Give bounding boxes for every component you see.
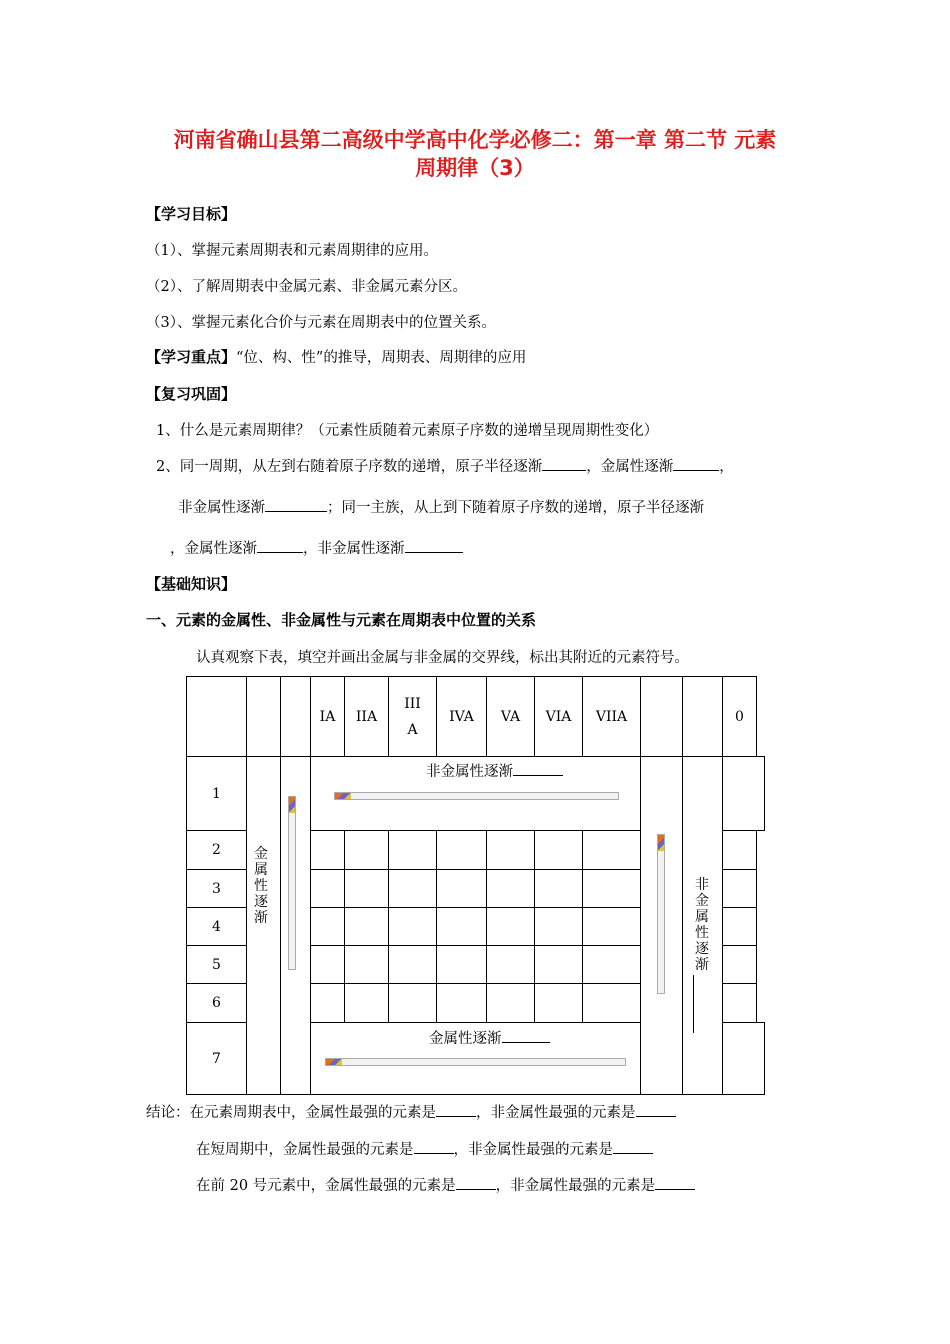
- q2-text: 2、同一周期，从左到右随着原子序数的递增，原子半径逐渐: [156, 459, 543, 475]
- period7-noble-cell: [722, 1022, 765, 1095]
- q2-text: ，金属性逐渐: [586, 459, 674, 475]
- element-cell[interactable]: [388, 869, 437, 908]
- element-cell[interactable]: [534, 907, 583, 946]
- period-label: 4: [186, 907, 247, 946]
- objective-item: （2）、了解周期表中金属元素、非金属元素分区。: [146, 279, 467, 295]
- group-header: III A: [388, 676, 437, 757]
- element-cell[interactable]: [486, 945, 535, 984]
- fill-blank[interactable]: [636, 1102, 676, 1117]
- element-cell[interactable]: [582, 907, 641, 946]
- element-cell[interactable]: [436, 907, 487, 946]
- element-cell[interactable]: [344, 983, 389, 1023]
- arrow-head-icon: [326, 1059, 342, 1065]
- group-header: VIA: [534, 676, 583, 757]
- header-cell: [280, 676, 311, 757]
- right-vertical-label: 非金属性逐渐: [695, 877, 709, 973]
- element-cell[interactable]: [722, 907, 757, 946]
- fill-blank[interactable]: [414, 1139, 454, 1154]
- element-cell[interactable]: [310, 945, 345, 984]
- element-cell[interactable]: [582, 945, 641, 984]
- period-label: 6: [186, 983, 247, 1023]
- element-cell[interactable]: [344, 945, 389, 984]
- conclusion-text: 在元素周期表中，金属性最强的元素是: [189, 1105, 436, 1121]
- arrow-head-icon: [658, 835, 664, 851]
- element-cell[interactable]: [310, 907, 345, 946]
- bottom-arrow-text: 金属性逐渐: [429, 1031, 502, 1047]
- fill-blank[interactable]: [265, 497, 327, 512]
- top-arrow-text: 非金属性逐渐: [426, 764, 513, 780]
- conclusion-text: ，非金属性最强的元素是: [453, 1142, 613, 1158]
- element-cell[interactable]: [436, 983, 487, 1023]
- element-cell[interactable]: [534, 830, 583, 870]
- page-title-line2: 周期律（3）: [415, 156, 535, 180]
- group-header: IIA: [344, 676, 389, 757]
- objective-item: （3）、掌握元素化合价与元素在周期表中的位置关系。: [146, 315, 496, 331]
- objective-item: （1）、掌握元素周期表和元素周期律的应用。: [146, 243, 438, 259]
- group-header: 0: [722, 676, 757, 757]
- conclusion-line1: [146, 1101, 676, 1122]
- conclusion-text: ，非金属性最强的元素是: [495, 1178, 656, 1194]
- element-cell[interactable]: [436, 945, 487, 984]
- element-cell[interactable]: [486, 830, 535, 870]
- element-cell[interactable]: [388, 907, 437, 946]
- fill-blank[interactable]: [673, 456, 719, 471]
- element-cell[interactable]: [310, 830, 345, 870]
- element-cell[interactable]: [388, 830, 437, 870]
- period-label: 5: [186, 945, 247, 984]
- review-q2-line3: [170, 537, 463, 558]
- conclusion-label: 结论：: [146, 1105, 190, 1121]
- period-label: 7: [186, 1022, 247, 1095]
- section-heading: 一、元素的金属性、非金属性与元素在周期表中位置的关系: [146, 611, 537, 629]
- q2-text: ，金属性逐渐: [170, 541, 257, 557]
- element-cell[interactable]: [534, 945, 583, 984]
- objectives-heading: 【学习目标】: [146, 205, 237, 223]
- element-cell[interactable]: [344, 907, 389, 946]
- fill-blank[interactable]: [456, 1175, 496, 1190]
- page-title-line1: 河南省确山县第二高级中学高中化学必修二：第一章 第二节 元素: [173, 128, 777, 152]
- element-cell[interactable]: [534, 983, 583, 1023]
- element-cell[interactable]: [436, 830, 487, 870]
- element-cell[interactable]: [486, 983, 535, 1023]
- group-header: VA: [486, 676, 535, 757]
- conclusion-text: ，非金属性最强的元素是: [476, 1105, 636, 1121]
- fill-blank[interactable]: [613, 1139, 653, 1154]
- element-cell[interactable]: [582, 983, 641, 1023]
- review-q2-line1: [156, 455, 734, 476]
- element-cell[interactable]: [486, 869, 535, 908]
- element-cell[interactable]: [344, 830, 389, 870]
- element-cell[interactable]: [582, 869, 641, 908]
- right-arrow-bar: [334, 792, 619, 800]
- bottom-arrow-label: [429, 1027, 550, 1048]
- period-label: 1: [186, 756, 247, 831]
- element-cell[interactable]: [722, 869, 757, 908]
- key-points: [146, 346, 526, 367]
- element-cell[interactable]: [486, 907, 535, 946]
- table-instruction: 认真观察下表，填空并画出金属与非金属的交界线，标出其附近的元素符号。: [196, 650, 689, 666]
- element-cell[interactable]: [436, 869, 487, 908]
- vertical-blank-line[interactable]: [693, 975, 694, 1033]
- element-cell[interactable]: [388, 945, 437, 984]
- top-arrow-label: [426, 760, 563, 781]
- element-cell[interactable]: [722, 945, 757, 984]
- element-cell[interactable]: [388, 983, 437, 1023]
- element-cell[interactable]: [534, 869, 583, 908]
- fill-blank[interactable]: [257, 538, 303, 553]
- header-cell: [682, 676, 723, 757]
- fill-blank[interactable]: [502, 1028, 550, 1043]
- group-header: IA: [310, 676, 345, 757]
- element-cell[interactable]: [310, 869, 345, 908]
- fill-blank[interactable]: [542, 456, 586, 471]
- left-vertical-label: 金属性逐渐: [254, 846, 268, 926]
- period1-noble-cell: [722, 756, 765, 831]
- fill-blank[interactable]: [405, 538, 463, 553]
- period-label: 3: [186, 869, 247, 908]
- review-q2-line2: [178, 496, 704, 517]
- header-cell: [246, 676, 281, 757]
- q2-text: 非金属性逐渐: [178, 500, 265, 516]
- key-points-heading: 【学习重点】: [146, 348, 237, 366]
- review-heading: 【复习巩固】: [146, 385, 237, 403]
- period-label: 2: [186, 830, 247, 870]
- element-cell[interactable]: [722, 983, 757, 1023]
- q2-text: ，非金属性逐渐: [303, 541, 405, 557]
- conclusion-text: 在前 20 号元素中，金属性最强的元素是: [196, 1178, 456, 1194]
- corner-cell: [186, 676, 247, 757]
- review-q1: 1、什么是元素周期律？（元素性质随着元素原子序数的递增呈现周期性变化）: [156, 423, 659, 439]
- basics-heading: 【基础知识】: [146, 575, 237, 593]
- group-header: VIIA: [582, 676, 641, 757]
- conclusion-line3: [196, 1174, 695, 1195]
- fill-blank[interactable]: [436, 1102, 476, 1117]
- arrow-head-icon: [335, 793, 351, 799]
- down-arrow-bar: [288, 796, 296, 970]
- q2-text: ；同一主族，从上到下随着原子序数的递增，原子半径逐渐: [327, 500, 704, 516]
- element-cell[interactable]: [722, 830, 757, 870]
- down-arrow-bar: [657, 834, 665, 994]
- arrow-head-icon: [289, 797, 295, 813]
- q2-text: ，: [719, 459, 734, 475]
- element-cell[interactable]: [582, 830, 641, 870]
- element-cell[interactable]: [310, 983, 345, 1023]
- fill-blank[interactable]: [513, 761, 563, 776]
- fill-blank[interactable]: [655, 1175, 695, 1190]
- group-header: IVA: [436, 676, 487, 757]
- left-arrow-bar: [325, 1058, 626, 1066]
- key-points-text: “位、构、性”的推导，周期表、周期律的应用: [236, 350, 527, 366]
- conclusion-line2: [196, 1138, 653, 1159]
- conclusion-text: 在短周期中，金属性最强的元素是: [196, 1142, 414, 1158]
- element-cell[interactable]: [344, 869, 389, 908]
- header-cell: [640, 676, 683, 757]
